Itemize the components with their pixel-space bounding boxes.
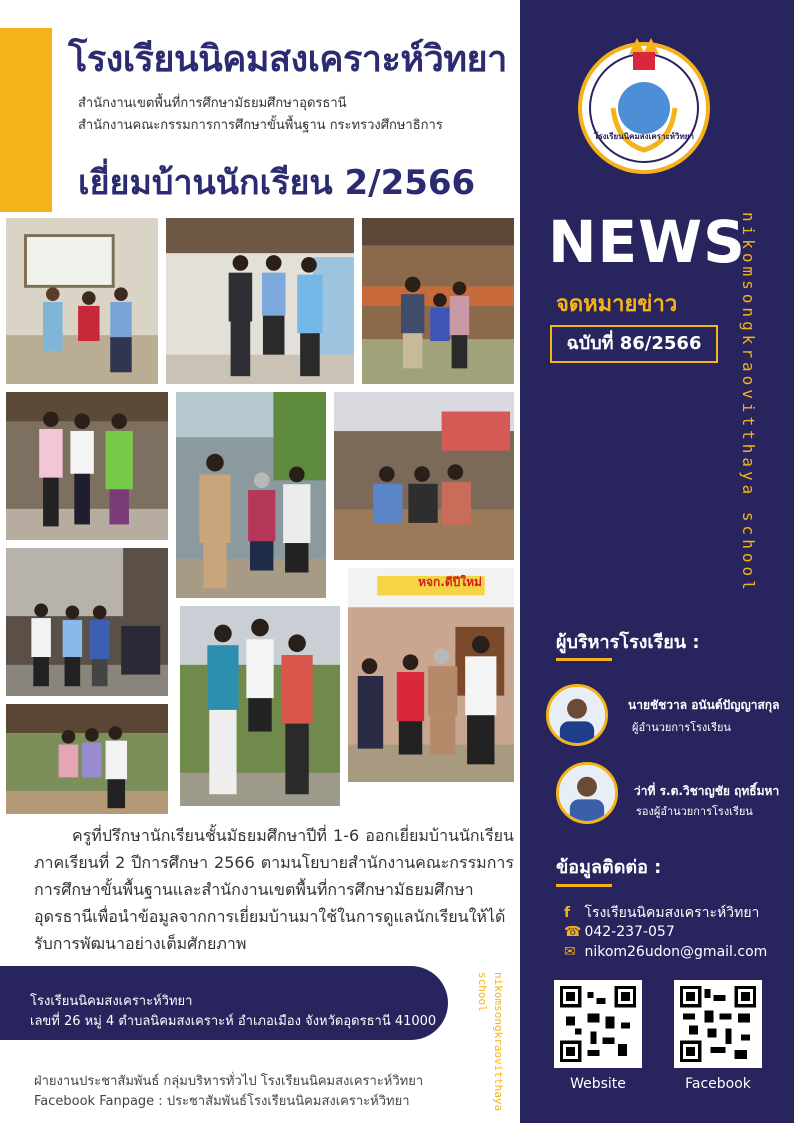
- divider: [556, 884, 612, 887]
- facebook-label: Facebook: [685, 1076, 751, 1092]
- executive-name: ว่าที่ ร.ต.วิชาญชัย ฤทธิ์มหา: [634, 784, 780, 798]
- home-visit-photo: [178, 604, 342, 808]
- contact-facebook-text: โรงเรียนนิคมสงเคราะห์วิทยา: [584, 905, 760, 921]
- office-line-1: สำนักงานเขตพื้นที่การศึกษามัธยมศึกษาอุดรธานี: [78, 96, 347, 111]
- body-paragraph: ครูที่ปรึกษานักเรียนชั้นมัธยมศึกษาปีที่ 1-6 ออกเยี่ยมบ้านนักเรียนภาคเรียนที่ 2 ปีการศึกษา 2566 ตามนโยบายสำนักงานคณะกรรมการการศึกษาขั้นพื้นฐานและสำนักงานเขตพื้นที่การศึกษามัธยมศึกษาอุดรธานีเพื่อนำข้อมูลจากการเยี่ยมบ้านมาใช้ในการดูแลนักเรียนให้ได้รับการพัฒนาอย่างเต็มศักยภาพ: [34, 826, 514, 953]
- executive-role: ผู้อำนวยการโรงเรียน: [632, 721, 731, 734]
- vertical-brand: nikomsongkraovitthaya school: [739, 212, 758, 594]
- facebook-icon: f: [564, 905, 571, 921]
- office-line-2: สำนักงานคณะกรรมการการศึกษาขั้นพื้นฐาน กระทรวงศึกษาธิการ: [78, 118, 443, 133]
- home-visit-photo: [164, 216, 356, 386]
- home-visit-photo: [174, 390, 328, 600]
- executives-title: ผู้บริหารโรงเรียน :: [556, 632, 700, 653]
- page-headline: เยี่ยมบ้านนักเรียน 2/2566: [78, 163, 476, 203]
- phone-icon: ☎: [564, 924, 582, 940]
- logo-text: โรงเรียนนิคมสงเคราะห์วิทยา: [594, 132, 694, 141]
- footer-credit-1: ฝ่ายงานประชาสัมพันธ์ กลุ่มบริหารทั่วไป โรงเรียนนิคมสงเคราะห์วิทยา: [34, 1074, 424, 1089]
- website-qr-code[interactable]: [554, 980, 642, 1068]
- contact-facebook[interactable]: [564, 902, 759, 924]
- home-visit-photo: [4, 702, 170, 816]
- news-subtitle: จดหมายข่าว: [556, 292, 678, 317]
- issue-number: ฉบับที่ 86/2566: [550, 325, 718, 363]
- home-visit-photo: [360, 216, 516, 386]
- vertical-brand-small: nikomsongkraovitthaya school: [476, 972, 505, 1112]
- contact-phone-text: 042-237-057: [584, 924, 675, 940]
- home-visit-photo: [4, 216, 160, 386]
- school-logo: [577, 26, 711, 176]
- accent-bar: [0, 28, 52, 212]
- footer-credit-2: Facebook Fanpage : ประชาสัมพันธ์โรงเรียนนิคมสงเคราะห์วิทยา: [34, 1094, 410, 1109]
- contact-phone[interactable]: [564, 924, 675, 940]
- divider: [556, 658, 612, 661]
- school-title: โรงเรียนนิคมสงเคราะห์วิทยา: [68, 39, 507, 80]
- facebook-qr-code[interactable]: [674, 980, 762, 1068]
- shop-sign: หจก.ดีปีใหม่: [418, 575, 482, 589]
- home-visit-photo: [346, 566, 516, 784]
- home-visit-photo: [332, 390, 516, 562]
- address-line: เลขที่ 26 หมู่ 4 ตำบลนิคมสงเคราะห์ อำเภอเมือง จังหวัดอุดรธานี 41000: [30, 1014, 437, 1029]
- contact-title: ข้อมูลติดต่อ :: [556, 857, 662, 878]
- home-visit-photo: [4, 546, 170, 698]
- email-icon: ✉: [564, 944, 576, 960]
- contact-email-text: nikom26udon@gmail.com: [584, 944, 768, 960]
- avatar: [546, 684, 608, 746]
- executive-role: รองผู้อำนวยการโรงเรียน: [636, 805, 753, 818]
- news-title: NEWS: [548, 208, 746, 276]
- executive-name: นายชัชวาล อนันต์ปัญญาสกุล: [628, 698, 780, 712]
- contact-email[interactable]: [564, 944, 767, 960]
- website-label: Website: [570, 1076, 626, 1092]
- home-visit-photo: [4, 390, 170, 542]
- address-school-name: โรงเรียนนิคมสงเคราะห์วิทยา: [30, 994, 193, 1009]
- avatar: [556, 762, 618, 824]
